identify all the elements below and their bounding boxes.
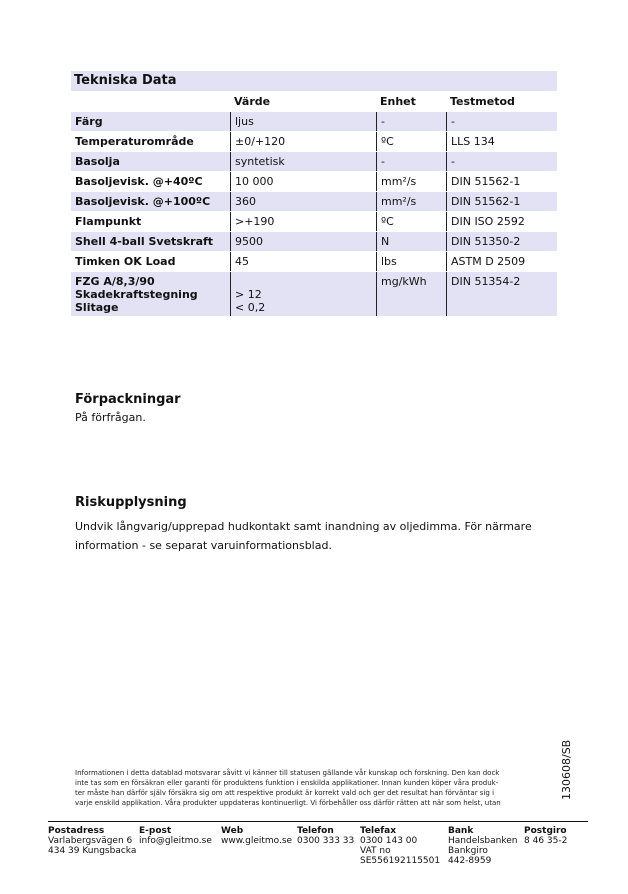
document-id: 130608/SB [560,739,573,800]
footer-heading: Postadress [48,826,105,836]
fzg-label: Slitage [75,301,119,314]
disclaimer-line: varje enskild applikation. Våra produkter uppdateras kontinuerligt. Vi förbehåller oss därför rätten att när som helst, utan [75,799,501,807]
row-value: 9500 [230,232,376,251]
row-method: DIN 51562-1 [446,172,557,191]
risk-section [75,495,532,555]
row-method: DIN 51562-1 [446,192,557,211]
row-unit: lbs [376,252,446,271]
risk-text-line: Undvik långvarig/upprepad hudkontakt samt inandning av oljedimma. För närmare [75,520,532,533]
footer-heading: Web [221,826,244,836]
footer-postadress [48,826,136,856]
footer-telefax [360,826,440,866]
table-row [71,251,557,271]
row-value: ±0/+120 [230,132,376,151]
row-unit: - [376,152,446,171]
fzg-values [230,272,376,316]
fzg-label: FZG A/8,3/90 [75,275,155,288]
footer-text: 434 39 Kungsbacka [48,846,137,856]
row-method: - [446,152,557,171]
row-label: Shell 4-ball Svetskraft [71,232,230,251]
footer-text: Varlabergsvägen 6 [48,836,133,846]
row-unit: - [376,112,446,131]
fzg-value: < 0,2 [235,301,266,314]
footer-text: 442-8959 [448,856,492,866]
fzg-labels [71,272,230,316]
footer-text: 0300 143 00 [360,836,418,846]
footer-heading: Bank [448,826,474,836]
row-method: LLS 134 [446,132,557,151]
footer-text: 0300 333 33 [297,836,355,846]
technical-data-table [71,71,557,316]
fzg-unit: mg/kWh [376,272,446,316]
row-method: - [446,112,557,131]
row-label: Timken OK Load [75,255,176,268]
packaging-text: På förfrågan. [75,411,146,424]
footer-bank [448,826,518,866]
header-unit: Enhet [380,95,416,108]
table-title: Tekniska Data [71,71,557,91]
row-label: Temperaturområde [75,135,194,148]
packaging-section [75,392,181,427]
row-method: DIN 51350-2 [446,232,557,251]
row-label: Basoljevisk. @+100ºC [71,192,230,211]
disclaimer-line: Informationen i detta datablad motsvarar såvitt vi känner till statusen gällande vår kunskap och forskning. Den kan dock [75,769,500,777]
row-unit: mm²/s [376,172,446,191]
row-value: ljus [230,112,376,131]
footer-text: 8 46 35-2 [524,836,568,846]
footer-website: www.gleitmo.se [221,836,293,846]
footer-text: Bankgiro [448,846,488,856]
row-value: 10 000 [230,172,376,191]
table-header-row [71,91,557,111]
row-unit: ºC [376,212,446,231]
table-row [71,111,557,131]
footer-text: SE556192115501 [360,856,441,866]
footer-divider [48,821,588,822]
row-value: 45 [230,252,376,271]
row-value: 360 [230,192,376,211]
fzg-method: DIN 51354-2 [446,272,557,316]
disclaimer [75,768,545,808]
risk-text-line: information - se separat varuinformationsblad. [75,539,332,552]
footer-telefon [297,826,354,846]
row-label: Basoljevisk. @+40ºC [75,175,203,188]
footer-heading: E-post [139,826,172,836]
table-row-fzg [71,271,557,316]
disclaimer-line: ter måste han därför själv försäkra sig om att respektive produkt är korrekt vald och ger det resultat han förväntar sig i [75,789,495,797]
footer-text: VAT no [360,846,391,856]
header-method: Testmetod [450,95,515,108]
row-label: Flampunkt [75,215,142,228]
footer-heading: Telefon [297,826,334,836]
table-row [71,231,557,251]
row-method: DIN ISO 2592 [446,212,557,231]
footer-heading: Postgiro [524,826,567,836]
header-label [71,92,230,111]
fzg-value [235,275,372,288]
footer-postgiro [524,826,567,846]
table-row [71,171,557,191]
row-unit: N [376,232,446,251]
table-row [71,211,557,231]
row-label: Basolja [71,152,230,171]
footer-email: info@gleitmo.se [139,836,212,846]
footer-epost [139,826,212,846]
footer-web [221,826,292,846]
header-value: Värde [234,95,271,108]
row-label: Färg [71,112,230,131]
row-value: syntetisk [230,152,376,171]
table-row [71,151,557,171]
row-unit: mm²/s [376,192,446,211]
table-row [71,191,557,211]
row-value: >+190 [230,212,376,231]
footer-heading: Telefax [360,826,397,836]
risk-heading: Riskupplysning [75,495,187,510]
row-unit: ºC [376,132,446,151]
packaging-heading: Förpackningar [75,392,181,407]
fzg-value: > 12 [235,288,262,301]
row-method: ASTM D 2509 [446,252,557,271]
footer-text: Handelsbanken [448,836,518,846]
disclaimer-line: inte tas som en försäkran eller garanti för produktens funktion i enskilda applikationer. Innan kunden köper våra produk- [75,779,499,787]
fzg-label: Skadekraftstegning [75,288,198,301]
table-row [71,131,557,151]
